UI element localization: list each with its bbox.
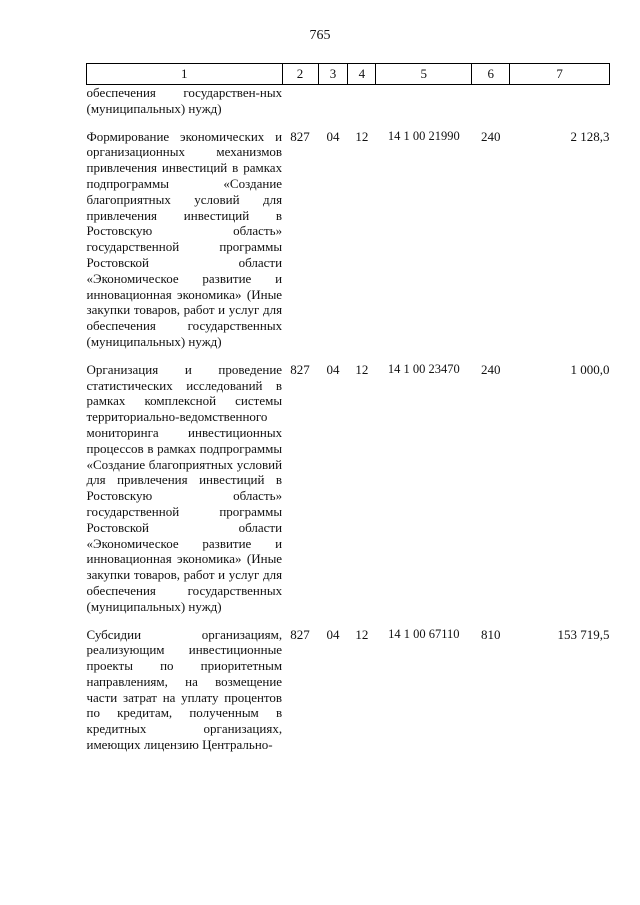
row-section — [318, 85, 348, 129]
header-cell-subsection: 4 — [348, 64, 376, 85]
row-subsection — [348, 85, 376, 129]
row-target: 14 1 00 21990 — [387, 128, 460, 143]
row-subsection: 12 — [355, 128, 369, 144]
row-target: 14 1 00 67110 — [388, 626, 460, 641]
table-row — [87, 85, 610, 129]
header-cell-amount: 7 — [510, 64, 610, 85]
row-target — [376, 85, 472, 129]
table-row — [87, 129, 610, 362]
row-section: 04 — [326, 626, 340, 642]
row-amount — [510, 85, 610, 129]
row-ministry: 827 — [290, 128, 310, 144]
row-amount: 1 000,0 — [570, 361, 610, 377]
row-target: 14 1 00 23470 — [387, 361, 460, 376]
row-section: 04 — [326, 128, 340, 144]
row-description: Организация и проведение статистических исследований в рамках комплексной системы территориально-ведомственного мониторинга инвестиционных процессов в рамках подпрограммы «Создание благоприятных условий для привлечения инвестиций в Ростовскую область» государственной программы Ростовской области «Экономическое развитие и инновационная экономика» (Иные закупки товаров, работ и услуг для обеспечения государственных (муниципальных) нужд) — [86, 361, 283, 614]
header-cell-ministry: 2 — [282, 64, 318, 85]
row-description: обеспечения государствен-ных (муниципальных) нужд) — [86, 85, 283, 116]
row-subsection: 12 — [355, 626, 369, 642]
row-subsection: 12 — [355, 361, 369, 377]
row-expense: 240 — [480, 361, 501, 377]
row-amount: 153 719,5 — [557, 626, 610, 642]
table-header — [87, 64, 610, 85]
header-cell-section: 3 — [318, 64, 348, 85]
table-row — [87, 627, 610, 765]
budget-table — [86, 63, 610, 765]
row-ministry: 827 — [290, 361, 310, 377]
row-description: Формирование экономических и организационных механизмов привлечения инвестиций в рамках подпрограммы «Создание благоприятных условий для привлечения инвестиций в Ростовскую область» государственной программы Ростовской области «Экономическое развитие и инновационная экономика» (Иные закупки товаров, работ и услуг для обеспечения государственных (муниципальных) нужд) — [86, 128, 283, 349]
header-cell-description: 1 — [87, 64, 283, 85]
row-description: Субсидии организациям, реализующим инвестиционные проекты по приоритетным направлениям, на возмещение части затрат на уплату процентов по кредитам, полученным в кредитных организациях, имеющих лицензию Центрально- — [86, 626, 283, 753]
row-expense: 240 — [480, 128, 501, 144]
row-expense: 810 — [480, 626, 501, 642]
header-cell-target: 5 — [376, 64, 472, 85]
row-amount: 2 128,3 — [570, 128, 610, 144]
row-ministry — [282, 85, 318, 129]
row-section: 04 — [326, 361, 340, 377]
row-ministry: 827 — [290, 626, 310, 642]
table-row — [87, 362, 610, 627]
row-expense — [472, 85, 510, 129]
header-cell-expense: 6 — [472, 64, 510, 85]
page-number: 765 — [309, 28, 331, 43]
